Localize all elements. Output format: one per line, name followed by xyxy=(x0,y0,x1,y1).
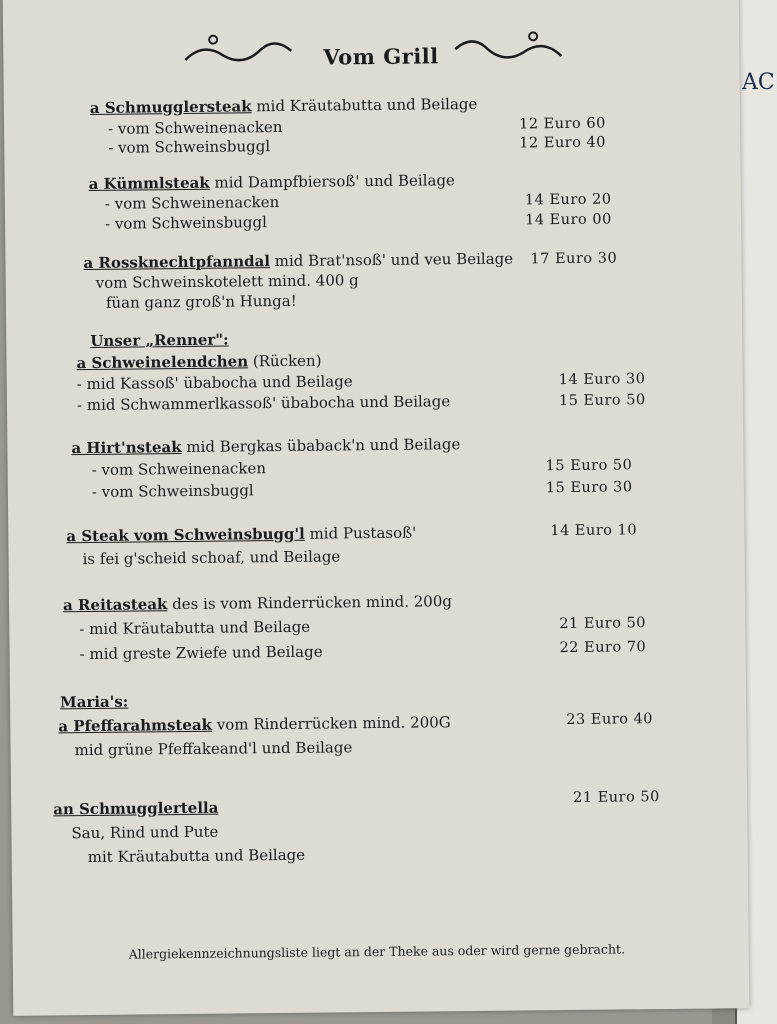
dish-description: mid Dampfbiersoß' und Beilage xyxy=(209,171,455,192)
price: 15 Euro 30 xyxy=(545,479,633,497)
variant-line: - vom Schweinenacken xyxy=(91,459,267,479)
variant-line: - vom Schweinsbuggl xyxy=(104,213,267,233)
menu-content xyxy=(3,0,750,1016)
menu-item-heading xyxy=(89,171,455,193)
variant-line: - vom Schweinsbuggl xyxy=(91,481,254,501)
dish-description: des is vom Rinderrücken mind. 200g xyxy=(167,592,453,614)
dish-name: a Reitasteak xyxy=(62,595,168,615)
dish-name: a Schweinelendchen xyxy=(76,352,249,373)
dish-description: mid Bergkas übaback'n und Beilage xyxy=(181,435,461,457)
menu-item-heading xyxy=(63,592,452,614)
variant-line: - mid Kräutabutta und Beilage xyxy=(79,617,311,639)
detail-line: mit Kräutabutta und Beilage xyxy=(87,845,306,867)
variant-line: - vom Schweinenacken xyxy=(107,117,283,138)
wave-ornament-right-icon xyxy=(453,30,563,71)
dish-name: a Schmugglersteak xyxy=(89,97,252,117)
dish-name: a Rossknechtpfanndal xyxy=(83,252,271,273)
menu-item-heading xyxy=(58,713,451,735)
price: 12 Euro 60 xyxy=(518,115,606,133)
price: 14 Euro 20 xyxy=(524,191,612,209)
dish-name: a Hirt'nsteak xyxy=(71,438,182,458)
allergen-footer-note: Allergiekennzeichnungsliste liegt an der Theke aus oder wird gerne gebracht. xyxy=(128,941,626,962)
menu-item-heading xyxy=(66,524,416,546)
price: 21 Euro 50 xyxy=(559,615,647,633)
price: 17 Euro 30 xyxy=(530,250,618,268)
variant-line: - vom Schweinsbuggl xyxy=(108,137,271,157)
price: 21 Euro 50 xyxy=(573,789,660,806)
price: 22 Euro 70 xyxy=(559,639,647,657)
dish-description: (Rücken) xyxy=(247,351,322,371)
dish-description: vom Rinderrücken mind. 200G xyxy=(211,713,451,734)
dish-description: mid Brat'nsoß' und veu Beilage xyxy=(269,249,514,271)
price: 14 Euro 10 xyxy=(550,522,638,540)
section-subheading: Maria's: xyxy=(59,692,129,712)
detail-line: mid grüne Pfeffakeand'l und Beilage xyxy=(74,738,353,760)
detail-line: vom Schweinskotelett mind. 400 g xyxy=(95,271,359,292)
variant-line: - mid greste Zwiefe und Beilage xyxy=(79,642,323,664)
menu-item-heading xyxy=(90,95,478,117)
menu-item-heading xyxy=(53,799,218,819)
price: 15 Euro 50 xyxy=(558,392,646,410)
variant-line: - vom Schweinenacken xyxy=(104,192,280,213)
menu-item-heading xyxy=(76,352,321,373)
price: 14 Euro 00 xyxy=(524,211,612,229)
dish-name: an Schmugglertella xyxy=(53,798,219,819)
price: 14 Euro 30 xyxy=(558,371,646,389)
dish-name: a Steak vom Schweinsbugg'l xyxy=(66,524,305,546)
price: 12 Euro 40 xyxy=(519,134,607,152)
price: 15 Euro 50 xyxy=(545,457,633,475)
detail-line: is fei g'scheid schoaf, und Beilage xyxy=(82,547,341,569)
section-subheading: Unser „Renner": xyxy=(90,330,229,350)
menu-sheet xyxy=(3,0,750,1016)
variant-line: - mid Schwammerlkassoß' übabocha und Beilage xyxy=(76,392,451,415)
dish-description: mid Kräutabutta und Beilage xyxy=(251,94,478,116)
price: 23 Euro 40 xyxy=(566,711,654,729)
page-title: Vom Grill xyxy=(323,43,439,70)
detail-line: Sau, Rind und Pute xyxy=(71,822,219,843)
dish-description: mid Pustasoß' xyxy=(304,523,417,543)
dish-name: a Pfeffarahmsteak xyxy=(58,715,213,736)
adjacent-page-text: AC xyxy=(742,70,775,95)
menu-item-heading xyxy=(71,435,460,457)
detail-line: füan ganz groß'n Hunga! xyxy=(105,291,297,312)
dish-name: a Kümmlsteak xyxy=(88,173,210,193)
menu-item-heading xyxy=(83,250,513,272)
title-block xyxy=(183,30,564,84)
wave-ornament-left-icon xyxy=(183,33,293,74)
variant-line: - mid Kassoß' übabocha und Beilage xyxy=(76,372,353,394)
